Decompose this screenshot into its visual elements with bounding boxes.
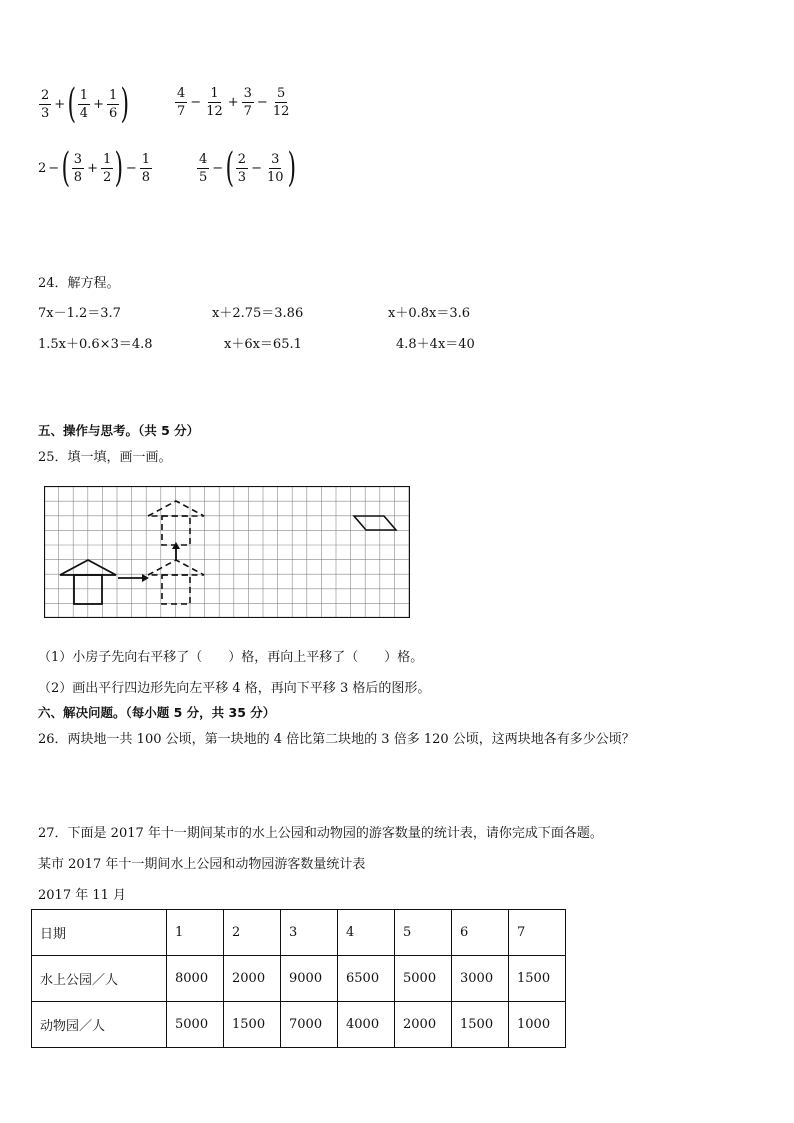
table-cell: 2000 <box>395 1002 452 1048</box>
equation: x＋2.75＝3.86 <box>212 306 304 321</box>
fraction: $\frac{5}{12}$ <box>272 86 290 119</box>
table-row <box>32 1002 566 1048</box>
table-cell: 1000 <box>509 1002 566 1048</box>
table-cell: 3 <box>281 910 338 956</box>
table-cell: 3000 <box>452 956 509 1002</box>
expression-4: $\frac{4}{5}$ − ( $\frac{2}{3}$ − $\frac{3}{10}$ ) <box>199 145 296 191</box>
table-cell: 4000 <box>338 1002 395 1048</box>
table-row <box>32 910 566 956</box>
house-translated-right <box>148 560 204 604</box>
table-cell: 4 <box>338 910 395 956</box>
equation: 1.5x＋0.6×3＝4.8 <box>38 337 153 352</box>
parallelogram-shape <box>354 516 396 530</box>
table-cell: 1 <box>167 910 224 956</box>
table-cell: 2000 <box>224 956 281 1002</box>
question-24-title: 24．解方程。 <box>38 276 120 291</box>
fraction: $\frac{4}{7}$ <box>177 86 186 119</box>
expression-3: 2 − ( $\frac{3}{8}$ + $\frac{1}{2}$ ) − $\frac{1}{8}$ <box>38 145 151 191</box>
fraction: $\frac{1}{2}$ <box>102 151 112 185</box>
fraction: $\frac{3}{8}$ <box>73 151 83 185</box>
fraction: $\frac{1}{4}$ <box>79 87 89 121</box>
fraction: $\frac{1}{12}$ <box>206 86 223 119</box>
section-6-heading: 六、解决问题。（每小题 5 分，共 35 分） <box>38 705 276 720</box>
fraction: $\frac{1}{6}$ <box>108 87 118 121</box>
table-cell: 1500 <box>509 956 566 1002</box>
table-cell: 5000 <box>395 956 452 1002</box>
equation: 7x－1.2＝3.7 <box>38 306 121 321</box>
visitor-statistics-table <box>31 909 566 1048</box>
table-cell: 6 <box>452 910 509 956</box>
table-cell: 6500 <box>338 956 395 1002</box>
equation: 4.8＋4x＝40 <box>396 337 475 352</box>
fraction: $\frac{4}{5}$ <box>199 151 208 185</box>
question-27-text: 27．下面是 2017 年十一期间某市的水上公园和动物园的游客数量的统计表，请你完成下面各题。 <box>38 826 603 841</box>
fraction: $\frac{2}{3}$ <box>41 87 50 121</box>
equation: x＋0.8x＝3.6 <box>388 306 471 321</box>
table-cell: 1500 <box>224 1002 281 1048</box>
table-caption: 某市 2017 年十一期间水上公园和动物园游客数量统计表 <box>38 857 366 872</box>
table-row <box>32 956 566 1002</box>
fraction: $\frac{3}{7}$ <box>243 86 252 119</box>
house-translated-up <box>148 501 204 545</box>
question-25-part-2: （2）画出平行四边形先向左平移 4 格，再向下平移 3 格后的图形。 <box>38 681 431 696</box>
table-cell: 5 <box>395 910 452 956</box>
table-cell: 7000 <box>281 1002 338 1048</box>
fraction: $\frac{1}{8}$ <box>141 151 151 185</box>
expression-1: $\frac{2}{3}$ + ( $\frac{1}{4}$ + $\frac{1}{6}$ ) <box>41 81 130 127</box>
table-cell: 2 <box>224 910 281 956</box>
row-header: 日期 <box>32 910 167 956</box>
translation-grid-figure <box>44 486 410 618</box>
row-header: 动物园／人 <box>32 1002 167 1048</box>
table-cell: 5000 <box>167 1002 224 1048</box>
table-cell: 1500 <box>452 1002 509 1048</box>
fraction: $\frac{2}{3}$ <box>237 151 247 185</box>
question-25-part-1: （1）小房子先向右平移了（ ）格，再向上平移了（ ）格。 <box>38 650 424 665</box>
section-5-heading: 五、操作与思考。（共 5 分） <box>38 423 200 438</box>
table-cell: 7 <box>509 910 566 956</box>
table-date: 2017 年 11 月 <box>38 888 127 903</box>
question-26-text: 26．两块地一共 100 公顷，第一块地的 4 倍比第二块地的 3 倍多 120 公顷，这两块地各有多少公顷？ <box>38 732 635 747</box>
question-25-title: 25．填一填，画一画。 <box>38 450 172 465</box>
table-cell: 8000 <box>167 956 224 1002</box>
arrow-right-icon <box>118 574 149 582</box>
equation: x＋6x＝65.1 <box>224 337 302 352</box>
table-cell: 9000 <box>281 956 338 1002</box>
row-header: 水上公园／人 <box>32 956 167 1002</box>
expression-2: $\frac{4}{7}$ − $\frac{1}{12}$ + $\frac{3}{7}$ − $\frac{5}{12}$ <box>177 86 290 119</box>
fraction: $\frac{3}{10}$ <box>266 151 284 185</box>
